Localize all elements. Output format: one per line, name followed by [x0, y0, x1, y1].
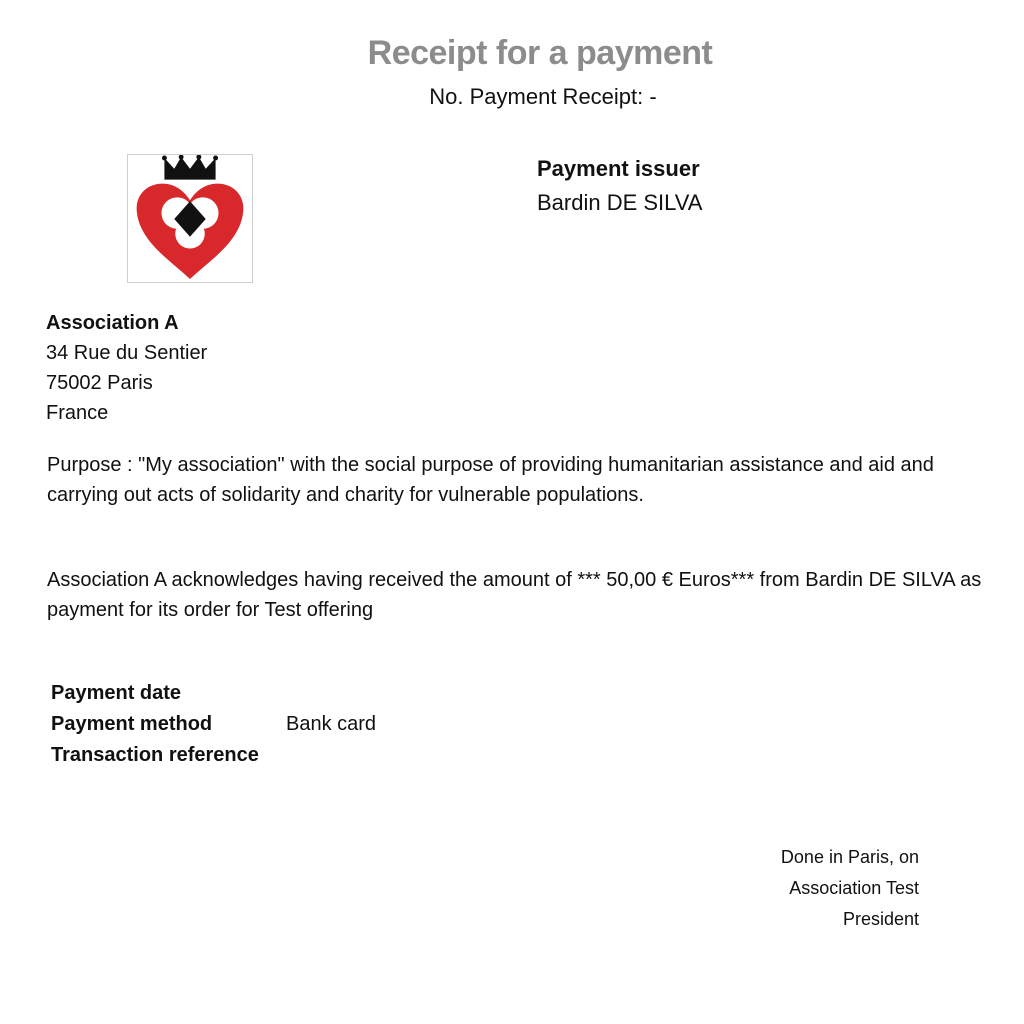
payment-issuer-block [537, 156, 702, 216]
association-country: France [46, 402, 109, 424]
document-title: Receipt for a payment [367, 34, 713, 72]
payment-issuer-heading: Payment issuer [537, 156, 700, 181]
association-logo [127, 154, 253, 283]
transaction-reference-row [51, 740, 376, 771]
association-street: 34 Rue du Sentier [46, 342, 208, 364]
signature-role: President [842, 909, 919, 929]
payment-method-row [51, 709, 376, 740]
association-city: 75002 Paris [46, 372, 153, 394]
signature-place-line: Done in Paris, on [780, 847, 919, 867]
payment-method-value: Bank card [286, 713, 377, 735]
association-address [46, 308, 207, 428]
payment-details [51, 678, 376, 771]
receipt-number: No. Payment Receipt: - [429, 84, 657, 109]
association-name: Association A [46, 312, 179, 334]
crown-icon [164, 157, 215, 180]
acknowledgement-paragraph: Association A acknowledges having received the amount of *** 50,00 € Euros*** from Bardin DE SILVA as payment for its order for Test offering [47, 569, 982, 621]
purpose-paragraph: Purpose : "My association" with the social purpose of providing humanitarian assistance and aid and carrying out acts of solidarity and charity for vulnerable populations. [47, 454, 934, 506]
payment-date-label: Payment date [51, 682, 182, 704]
signature-organization: Association Test [789, 878, 919, 898]
payment-issuer-name: Bardin DE SILVA [537, 190, 703, 215]
heart-crown-logo-icon [128, 155, 252, 282]
signature-block [781, 842, 919, 935]
payment-date-row [51, 678, 376, 709]
payment-method-label: Payment method [51, 713, 213, 735]
transaction-reference-label: Transaction reference [51, 744, 259, 766]
